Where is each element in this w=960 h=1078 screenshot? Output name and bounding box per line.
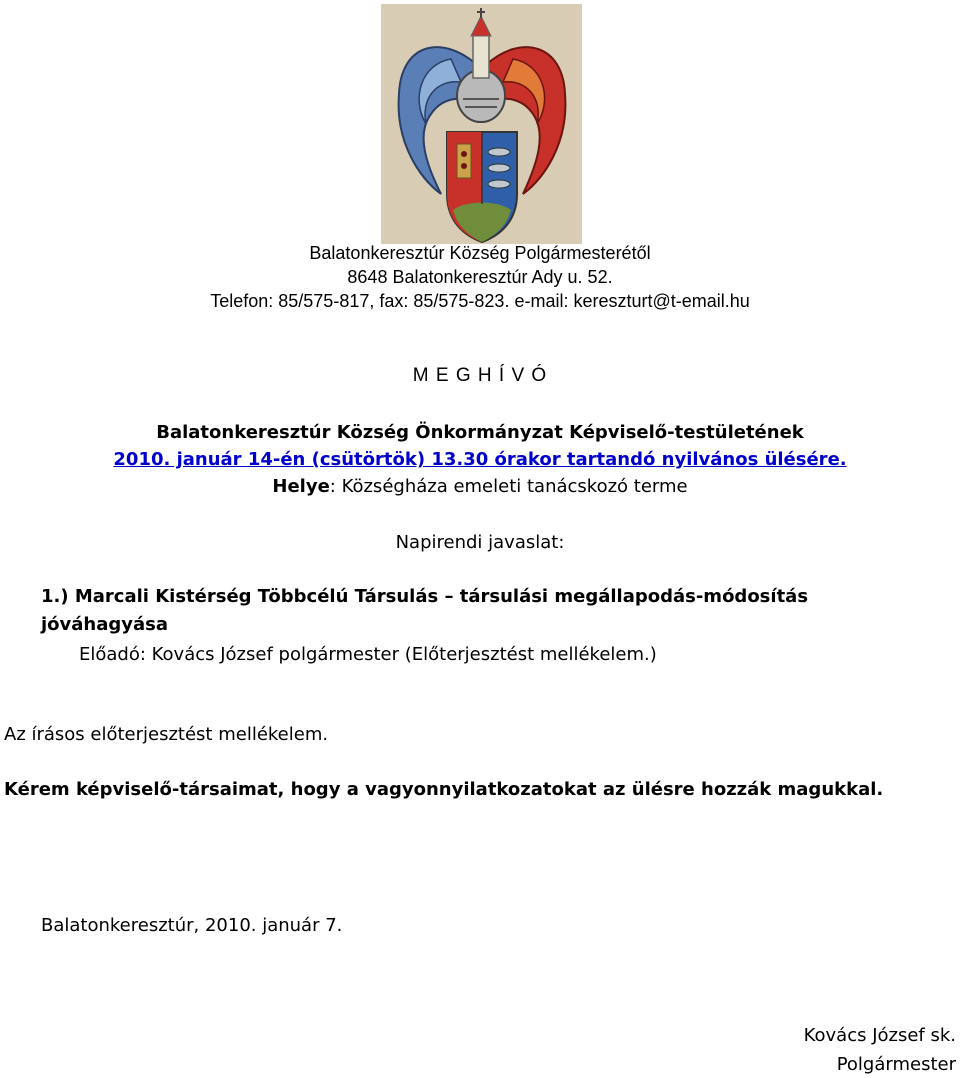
signature-name: Kovács József sk.	[803, 1025, 956, 1046]
date-place: Balatonkeresztúr, 2010. január 7.	[41, 915, 343, 936]
invitation-subject: Balatonkeresztúr Község Önkormányzat Képviselő-testületének	[156, 422, 804, 443]
place-value: : Községháza emeleti tanácskozó terme	[329, 476, 688, 497]
place-label: Helye	[272, 476, 330, 497]
header-line-1: Balatonkeresztúr Község Polgármesterétől	[309, 243, 651, 263]
meeting-time-link[interactable]: 2010. január 14-én (csütörtök) 13.30 órakor tartandó nyilvános ülésére.	[113, 449, 847, 470]
header-address: 8648 Balatonkeresztúr Ady u. 52.	[347, 267, 613, 287]
declaration-request: Kérem képviselő-társaimat, hogy a vagyonnyilatkozatokat az ülésre hozzák magukkal.	[4, 779, 884, 800]
invitation-title: M E G H Í V Ó	[412, 365, 548, 386]
attachment-note: Az írásos előterjesztést mellékelem.	[4, 724, 329, 745]
meeting-place	[0, 476, 960, 497]
meeting-time	[0, 449, 960, 470]
signature-title: Polgármester	[836, 1054, 956, 1075]
agenda-title: Napirendi javaslat:	[395, 532, 565, 553]
agenda-item-1-continued: jóváhagyása	[41, 614, 169, 635]
agenda-item-1-presenter: Előadó: Kovács József polgármester (Előterjesztést mellékelem.)	[79, 644, 657, 665]
coat-of-arms-image	[381, 4, 582, 244]
agenda-item-1: 1.) Marcali Kistérség Többcélú Társulás – társulási megállapodás-módosítás	[41, 586, 809, 607]
header-contact: Telefon: 85/575-817, fax: 85/575-823. e-mail: kereszturt@t-email.hu	[210, 291, 750, 311]
